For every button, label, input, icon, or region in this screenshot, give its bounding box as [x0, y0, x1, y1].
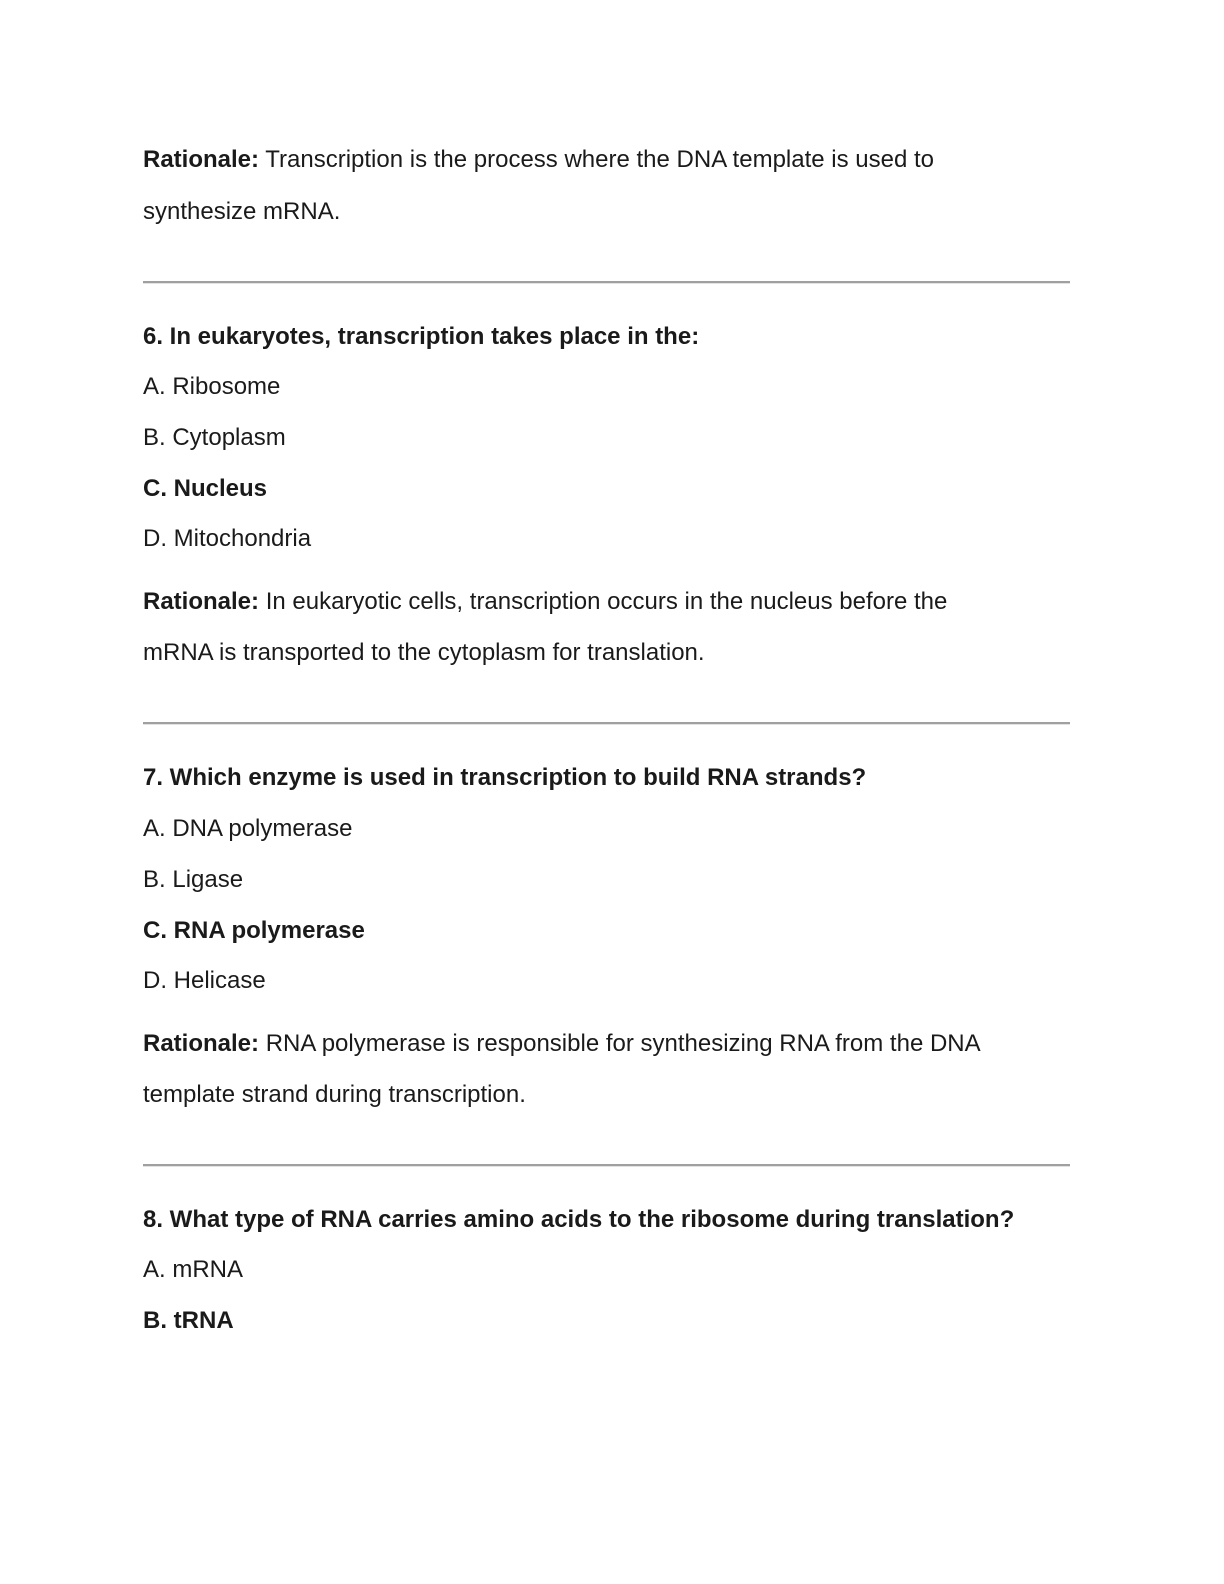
rationale-text: In eukaryotic cells, transcription occurs in the nucleus before the: [265, 588, 948, 615]
divider: [143, 1164, 1070, 1167]
question-7-option-d: D. Helicase: [143, 967, 266, 994]
question-7-option-b: B. Ligase: [143, 866, 244, 893]
rationale-text: Transcription is the process where the DNA template is used to: [265, 146, 935, 173]
question-7-rationale-line-1: [143, 1029, 981, 1059]
rationale-text: RNA polymerase is responsible for synthesizing RNA from the DNA: [265, 1030, 981, 1057]
rationale-label: Rationale:: [143, 146, 260, 173]
intro-rationale-line-1: [143, 145, 934, 175]
question-7-option-c-correct: C. RNA polymerase: [143, 917, 365, 944]
question-7-option-a: A. DNA polymerase: [143, 815, 353, 842]
question-7-prompt: 7. Which enzyme is used in transcription to build RNA strands?: [143, 764, 867, 791]
question-7-rationale-line-2: template strand during transcription.: [143, 1081, 526, 1108]
question-6-option-d: D. Mitochondria: [143, 525, 312, 552]
question-6-option-b: B. Cytoplasm: [143, 424, 286, 451]
divider: [143, 281, 1070, 284]
question-8-prompt: 8. What type of RNA carries amino acids to the ribosome during translation?: [143, 1206, 1015, 1233]
intro-rationale-line-2: synthesize mRNA.: [143, 198, 341, 225]
rationale-label: Rationale:: [143, 1030, 260, 1057]
rationale-label: Rationale:: [143, 588, 260, 615]
question-6-prompt: 6. In eukaryotes, transcription takes place in the:: [143, 323, 700, 350]
question-8-option-a: A. mRNA: [143, 1256, 244, 1283]
question-8-option-b-correct: B. tRNA: [143, 1307, 234, 1334]
question-6-option-c-correct: C. Nucleus: [143, 475, 268, 502]
divider: [143, 722, 1070, 725]
question-6-rationale-line-2: mRNA is transported to the cytoplasm for translation.: [143, 639, 705, 666]
question-6-option-a: A. Ribosome: [143, 373, 281, 400]
question-6-rationale-line-1: [143, 587, 947, 617]
